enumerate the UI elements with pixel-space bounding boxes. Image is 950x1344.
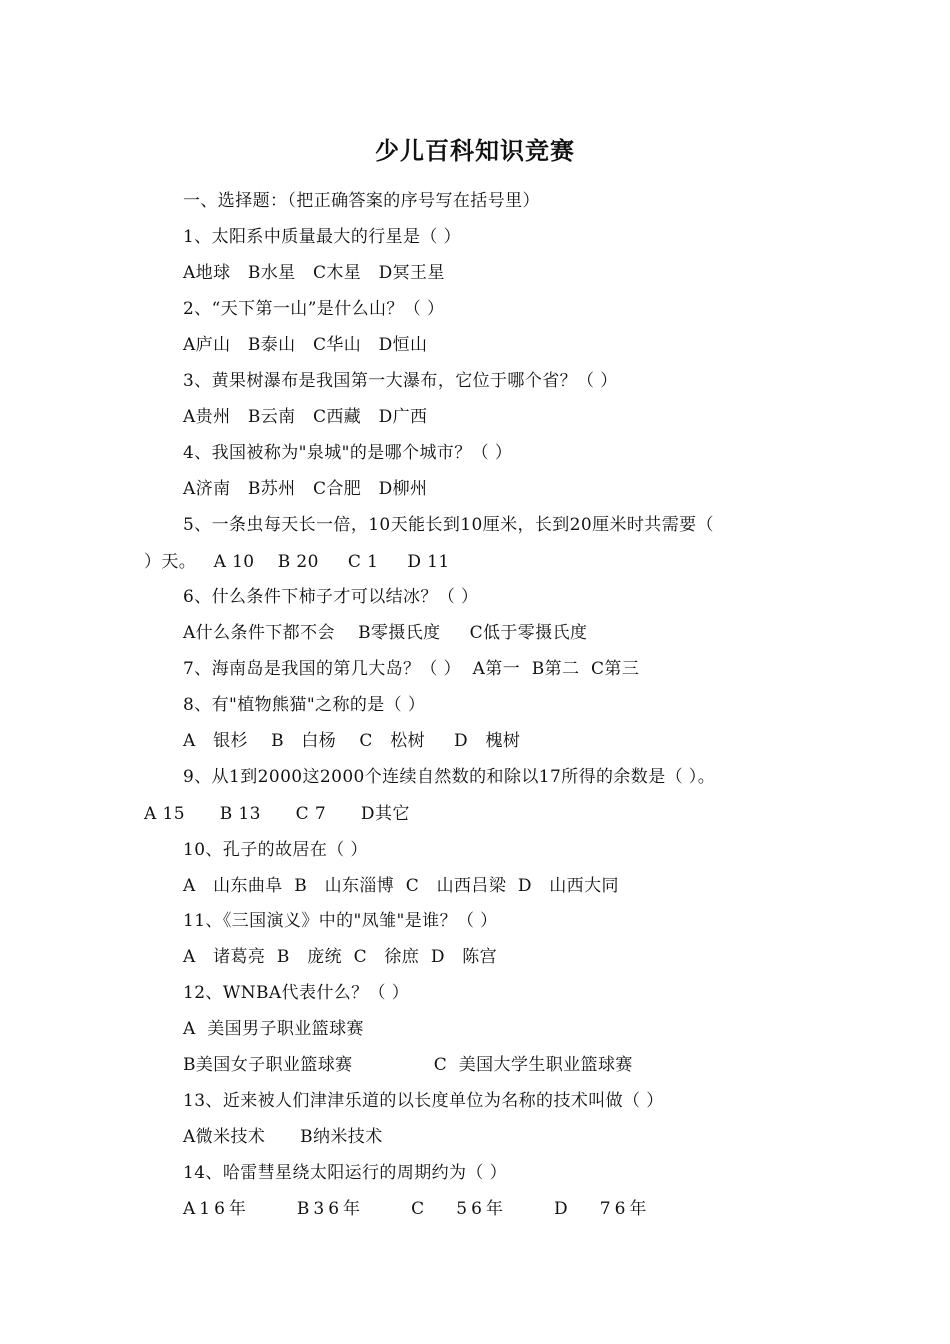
question-6: 6、什么条件下柿子才可以结冰？（ ） [183,587,479,607]
question-11-options: A 诸葛亮 B 庞统 C 徐庶 D 陈宫 [183,947,498,967]
question-7: 7、海南岛是我国的第几大岛？（ ） A第一 B第二 C第三 [183,659,640,679]
question-5: 5、一条虫每天长一倍，10天能长到10厘米，长到20厘米时共需要（ [183,515,714,535]
question-12-options-bc: B美国女子职业篮球赛 C 美国大学生职业篮球赛 [183,1055,633,1075]
question-1: 1、太阳系中质量最大的行星是（ ） [183,227,462,247]
question-8: 8、有"植物熊猫"之称的是（ ） [183,695,426,715]
question-11: 11、《三国演义》中的"凤雏"是谁？（ ） [183,911,498,931]
question-6-options: A什么条件下都不会 B零摄氏度 C低于零摄氏度 [183,623,588,643]
question-3-options: A贵州 B云南 C西藏 D广西 [183,407,428,427]
question-9-options: A 15 B 13 C 7 D其它 [144,804,410,824]
question-9: 9、从1到2000这2000个连续自然数的和除以17所得的余数是（ ）。 [183,767,716,787]
section-heading: 一、选择题：（把正确答案的序号写在括号里） [183,191,540,211]
question-4: 4、我国被称为"泉城"的是哪个城市？（ ） [183,443,513,463]
question-14-options: A16年 B36年 C 56年 D 76年 [183,1199,651,1219]
question-12: 12、WNBA代表什么？（ ） [183,983,410,1003]
question-8-options: A 银杉 B 白杨 C 松树 D 槐树 [183,731,521,751]
question-10-options: A 山东曲阜 B 山东淄博 C 山西吕梁 D 山西大同 [183,876,619,896]
page-title: 少儿百科知识竞赛 [375,136,575,165]
question-14: 14、哈雷彗星绕太阳运行的周期约为（ ） [183,1163,508,1183]
question-1-options: A地球 B水星 C木星 D冥王星 [183,263,445,283]
question-13: 13、近来被人们津津乐道的以长度单位为名称的技术叫做（ ） [183,1091,664,1111]
question-13-options: A微米技术 B纳米技术 [183,1127,383,1147]
question-12-option-a: A 美国男子职业篮球赛 [183,1019,364,1039]
question-2: 2、“天下第一山”是什么山？（ ） [183,299,445,319]
question-10: 10、孔子的故居在（ ） [183,840,368,860]
question-5-options: ）天。 A 10 B 20 C 1 D 11 [144,552,450,572]
question-2-options: A庐山 B泰山 C华山 D恒山 [183,335,428,355]
question-4-options: A济南 B苏州 C合肥 D柳州 [183,479,428,499]
question-3: 3、黄果树瀑布是我国第一大瀑布，它位于哪个省？（ ） [183,371,618,391]
